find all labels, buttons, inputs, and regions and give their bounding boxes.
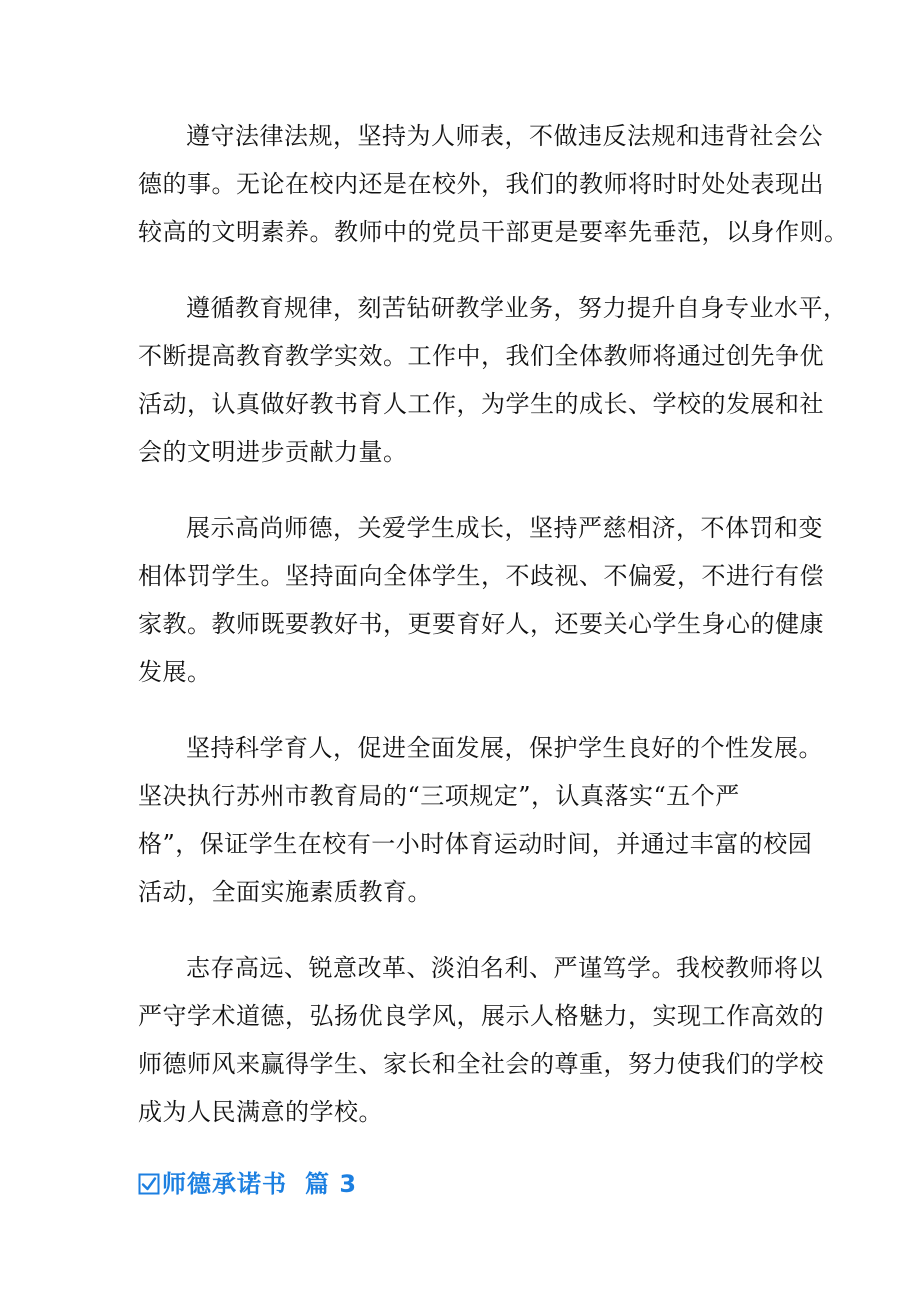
- heading-number: 篇 3: [305, 1170, 358, 1198]
- paragraph-line: 遵循教育规律，刻苦钻研教学业务，努力提升自身专业水平，: [186, 294, 848, 322]
- paragraph-line: 志存高远、锐意改革、淡泊名利、严谨笃学。我校教师将以: [186, 954, 823, 982]
- paragraph-3: [138, 504, 824, 696]
- paragraph-line: 家教。教师既要教好书，更要育好人，还要关心学生身心的健康: [138, 610, 824, 638]
- paragraph-line: 不断提高教育教学实效。工作中，我们全体教师将通过创先争优: [138, 342, 824, 370]
- paragraph-line: 活动，全面实施素质教育。: [138, 878, 432, 906]
- document-page: [138, 112, 849, 1204]
- paragraph-line: 成为人民满意的学校。: [138, 1098, 383, 1126]
- paragraph-line: 遵守法律法规，坚持为人师表，不做违反法规和违背社会公: [186, 122, 823, 150]
- paragraph-line: 相体罚学生。坚持面向全体学生，不歧视、不偏爱，不进行有偿: [138, 562, 824, 590]
- paragraph-line: 德的事。无论在校内还是在校外，我们的教师将时时处处表现出: [138, 170, 824, 198]
- paragraph-1: [138, 112, 849, 256]
- paragraph-line: 坚持科学育人，促进全面发展，保护学生良好的个性发展。: [186, 734, 823, 762]
- paragraph-4: [138, 724, 823, 916]
- paragraph-line: 会的文明进步贡献力量。: [138, 438, 408, 466]
- paragraph-line: 展示高尚师德，关爱学生成长，坚持严慈相济，不体罚和变: [186, 514, 823, 542]
- paragraph-line: 发展。: [138, 658, 212, 686]
- paragraph-line: 严守学术道德，弘扬优良学风，展示人格魅力，实现工作高效的: [138, 1002, 824, 1030]
- paragraph-line: 活动，认真做好教书育人工作，为学生的成长、学校的发展和社: [138, 390, 824, 418]
- checkbox-checked-icon: [138, 1173, 160, 1195]
- section-heading: [138, 1164, 782, 1204]
- paragraph-line: 较高的文明素养。教师中的党员干部更是要率先垂范，以身作则。: [138, 218, 849, 246]
- paragraph-line: 格”，保证学生在校有一小时体育运动时间，并通过丰富的校园: [138, 830, 813, 858]
- paragraph-2: [138, 284, 848, 476]
- paragraph-line: 坚决执行苏州市教育局的“三项规定”，认真落实“五个严: [138, 782, 740, 810]
- paragraph-line: 师德师风来赢得学生、家长和全社会的尊重，努力使我们的学校: [138, 1050, 824, 1078]
- paragraph-5: [138, 944, 824, 1136]
- heading-title: 师德承诺书: [162, 1170, 287, 1198]
